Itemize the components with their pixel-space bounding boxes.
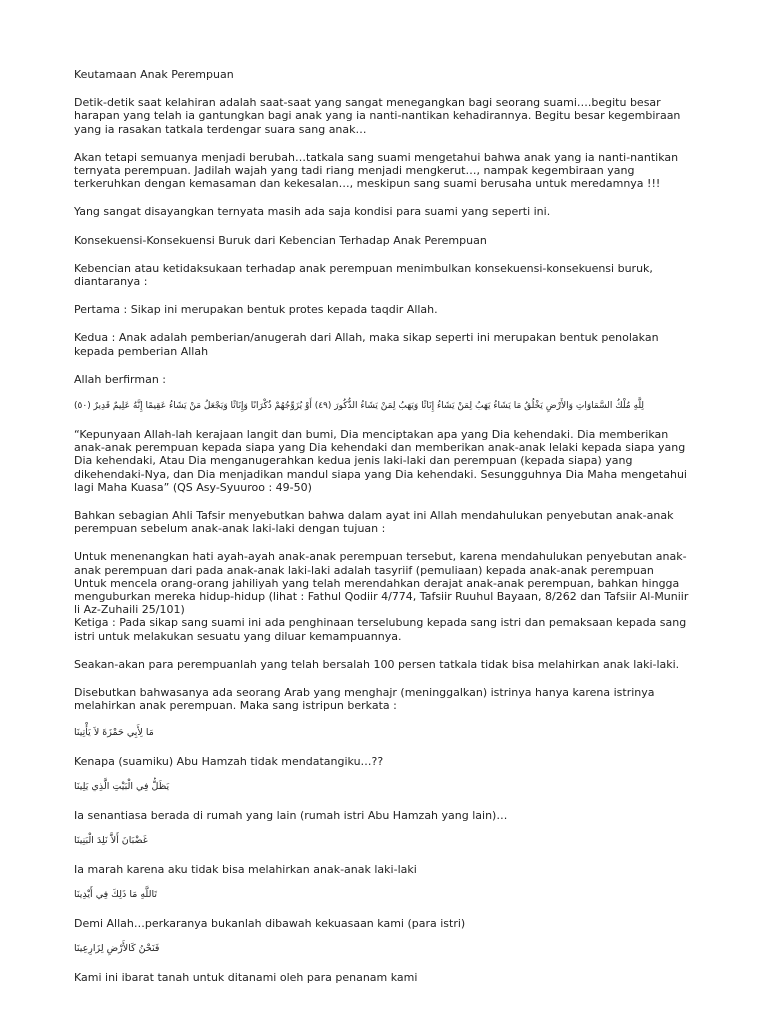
verse-translation: Ia senantiasa berada di rumah yang lain (rumah istri Abu Hamzah yang lain)… xyxy=(74,808,508,822)
verse-translation: Ia marah karena aku tidak bisa melahirkan anak-anak laki-laki xyxy=(74,862,417,876)
arabic-ayat: لِلَّهِ مُلْكُ السَّمَاوَاتِ وَالأَرْضِ يَخْلُقُ مَا يَشَاءُ يَهَبُ لِمَنْ يَشَاءُ إِنَاثًا وَيَهَبُ لِمَنْ يَشَاءُ الذُّكُورَ (٤٩) أَوْ يُزَوِّجُهُمْ ذُكْرَانًا وَإِنَاثًا وَيَجْعَلُ مَنْ يَشَاءُ عَقِيمًا إِنَّهُ عَلِيمٌ قَدِيرٌ (٥٠) xyxy=(74,401,645,412)
paragraph: Seakan-akan para perempuanlah yang telah bersalah 100 persen tatkala tidak bisa melahirkan anak laki-laki. xyxy=(74,657,680,671)
verse-translation: Kami ini ibarat tanah untuk ditanami oleh para penanam kami xyxy=(74,971,418,985)
arabic-verse: يَظَلُّ فِي الْبَيْتِ الَّذِي يَلِينَا xyxy=(74,780,170,792)
section-heading: Konsekuensi-Konsekuensi Buruk dari Kebencian Terhadap Anak Perempuan xyxy=(74,233,487,247)
paragraph: Yang sangat disayangkan ternyata masih ada saja kondisi para suami yang seperti ini. xyxy=(74,205,551,219)
paragraph: Disebutkan bahwasanya ada seorang Arab yang menghajr (meninggalkan) istrinya hanya karena istrinya melahirkan anak perempuan. Maka sang istripun berkata : xyxy=(74,686,655,713)
arabic-verse: غَضْبَانَ أَلاَّ نَلِدَ الْبَنِينَا xyxy=(74,834,148,846)
paragraph: Detik-detik saat kelahiran adalah saat-saat yang sangat menegangkan bagi seorang suami….begitu besar harapan yang telah ia gantungkan bagi anak yang ia nanti-nantikan kehadirannya. Begitu besar kegembiraan yang ia rasakan tatkala terdengar suara sang anak… xyxy=(74,96,681,136)
arabic-verse: تَاللَّهِ مَا ذَلِكَ فِي أَيْدِينَا xyxy=(74,889,157,901)
verse-translation: Demi Allah…perkaranya bukanlah dibawah kekuasaan kami (para istri) xyxy=(74,917,466,931)
paragraph: Allah berfirman : xyxy=(74,372,167,386)
translation-paragraph: “Kepunyaan Allah-lah kerajaan langit dan bumi, Dia menciptakan apa yang Dia kehendaki. Dia memberikan anak-anak perempuan kepada siapa yang Dia kehendaki dan memberikan anak-anak lelaki kepada siapa yang Dia kehendaki, Atau Dia menganugerahkan kedua jenis laki-laki dan perempuan (kepada siapa) yang dikehendaki-Nya, dan Dia menjadikan mandul siapa yang Dia kehendaki. Sesungguhnya Dia Maha mengetahui lagi Maha Kuasa” (QS Asy-Syuuroo : 49-50) xyxy=(74,428,687,494)
arabic-verse: فَنَحْنُ كَالأَرْضِ لِزَارِعِينَا xyxy=(74,943,160,955)
arabic-verse: مَا لِأَبِي حَمْزَةَ لاَ يَأْتِينَا xyxy=(74,726,154,738)
verse-translation: Kenapa (suamiku) Abu Hamzah tidak mendatangiku…?? xyxy=(74,754,384,768)
document-body xyxy=(74,68,694,985)
document-title: Keutamaan Anak Perempuan xyxy=(74,68,234,81)
paragraph: Kebencian atau ketidaksukaan terhadap anak perempuan menimbulkan konsekuensi-konsekuensi buruk, diantaranya : xyxy=(74,261,653,289)
paragraph: Kedua : Anak adalah pemberian/anugerah dari Allah, maka sikap seperti ini merupakan bentuk penolakan kepada pemberian Allah xyxy=(74,331,659,358)
paragraph: Bahkan sebagian Ahli Tafsir menyebutkan bahwa dalam ayat ini Allah mendahulukan penyebutan anak-anak perempuan sebelum anak-anak laki-laki dengan tujuan : xyxy=(74,509,674,536)
paragraph: Pertama : Sikap ini merupakan bentuk protes kepada taqdir Allah. xyxy=(74,303,438,317)
paragraph: Akan tetapi semuanya menjadi berubah…tatkala sang suami mengetahui bahwa anak yang ia nanti-nantikan ternyata perempuan. Jadilah wajah yang tadi riang menjadi mengkerut…, nampak kegembiraan yang terkeruhkan dengan kemasaman dan kekesalan…, meskipun sang suami berusaha untuk meredamnya !!! xyxy=(74,150,679,191)
paragraph: Untuk menenangkan hati ayah-ayah anak-anak perempuan tersebut, karena mendahulukan penyebutan anak- anak perempuan dari pada anak-anak laki-laki adalah tasyriif (pemuliaan) kepada anak-anak perempuan Untuk mencela orang-orang jahiliyah yang telah merendahkan derajat anak-anak perempuan, bahkan hingga menguburkan mereka hidup-hidup (lihat : Fathul Qodiir 4/774, Tafsiir Ruuhul Bayaan, 8/262 dan Tafsiir Al-Muniir li Az-Zuhaili 25/101) Ketiga : Pada sikap sang suami ini ada penghinaan terselubung kepada sang istri dan pemaksaan kepada sang istri untuk melakukan sesuatu yang diluar kemampuannya. xyxy=(74,550,689,643)
